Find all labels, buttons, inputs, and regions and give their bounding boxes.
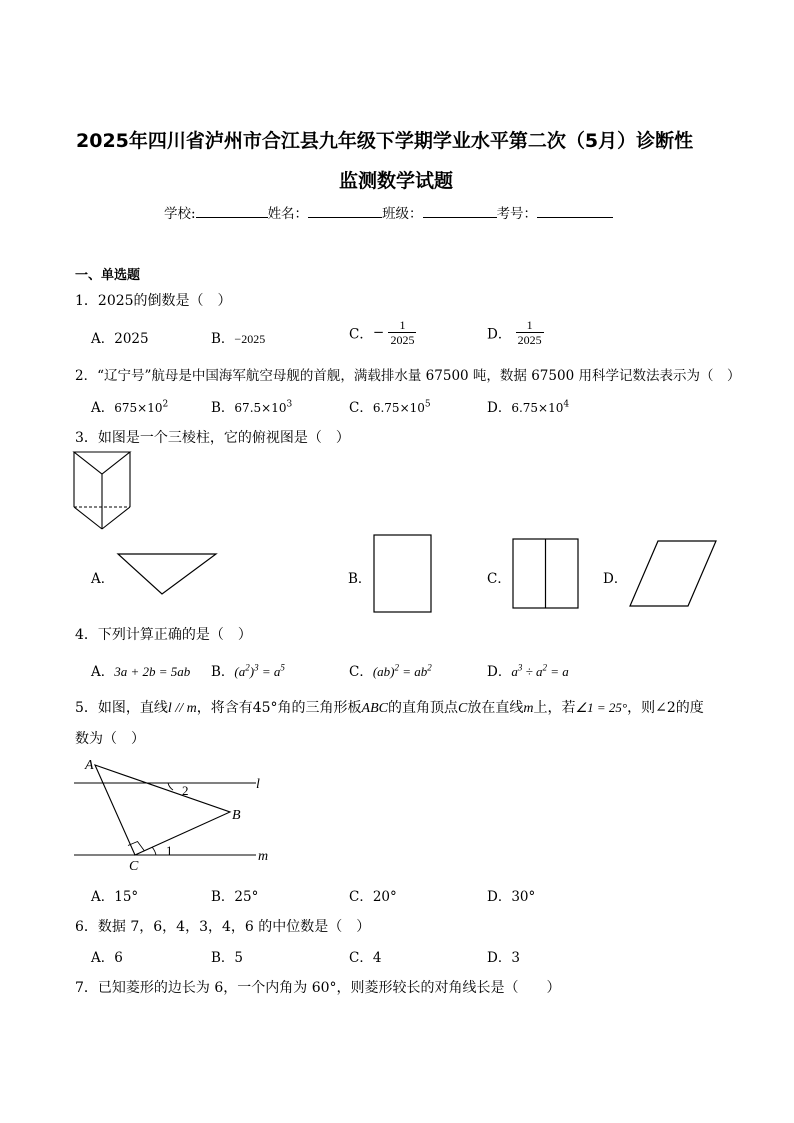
question-5-stem-line2: 数为（ ） (75, 731, 145, 747)
question-3-stem: 3．如图是一个三棱柱，它的俯视图是（ ） (75, 430, 350, 446)
school-label: 学校: (164, 206, 196, 222)
q2-option-c-letter: C． (349, 400, 373, 416)
q4c-lhs-exp: 2 (394, 662, 400, 673)
q2-option-b[interactable] (211, 396, 292, 416)
student-info-row (164, 202, 613, 222)
line-l-label: l (256, 777, 260, 792)
q2-option-a-value: 675×10 (114, 401, 163, 415)
q2-option-b-value: 67.5×10 (234, 401, 287, 415)
q4b-inner: (a (234, 664, 246, 679)
triangular-prism-figure (70, 448, 136, 534)
parallel-lines-triangle-figure (70, 750, 280, 875)
fraction-numerator: 1 (516, 318, 544, 333)
q4b-inner-exp: 2 (245, 662, 250, 673)
q5-option-a[interactable]: A．15° (91, 889, 139, 905)
q6-option-c[interactable]: C．4 (349, 950, 382, 966)
q3-option-b-rectangle[interactable] (372, 532, 434, 614)
q5-part6: ，则∠2的度 (627, 700, 704, 716)
q2-option-d-value: 6.75×10 (511, 401, 564, 415)
q4d-mid: ÷ a (522, 664, 543, 679)
vertex-a-label: A (85, 758, 94, 773)
fraction-denominator: 2025 (390, 333, 415, 347)
vertex-c-label: C (129, 859, 139, 874)
q4-option-d-expression (511, 664, 568, 679)
q4c-rhs: = ab (399, 664, 428, 679)
q5-option-c[interactable]: C．20° (349, 889, 397, 905)
q6-option-d[interactable]: D．3 (487, 950, 520, 966)
vertex-b-label: B (232, 808, 241, 823)
q1-option-c-sign: − (372, 324, 385, 341)
q1-option-c-fraction (388, 318, 416, 347)
name-label: 姓名： (267, 206, 309, 222)
q2-option-b-letter: B． (211, 400, 235, 416)
q1-option-d[interactable] (487, 318, 544, 347)
q6-option-a[interactable]: A．6 (91, 950, 123, 966)
q6-option-b[interactable]: B．5 (211, 950, 244, 966)
page-title-line1: 2025年四川省泸州市合江县九年级下学期学业水平第二次（5月）诊断性 (76, 130, 694, 152)
q1-option-a[interactable]: A．2025 (91, 331, 149, 347)
q4-option-b-letter: B． (211, 664, 235, 680)
question-2-stem: 2．“辽宁号”航母是中国海军航空母舰的首舰，满载排水量 67500 吨，数据 67500 用科学记数法表示为（ ） (75, 368, 741, 384)
q4d-rhs: = a (546, 664, 569, 679)
q1-option-c[interactable] (349, 318, 416, 347)
q3-option-c-label[interactable]: C． (487, 571, 511, 587)
q2-option-d-letter: D． (487, 400, 512, 416)
q4-option-d[interactable] (487, 660, 569, 680)
q5-part1: 5．如图，直线 (75, 700, 168, 716)
q2-option-a[interactable] (91, 396, 168, 416)
q4-option-c-expression (373, 664, 432, 679)
q3-option-a-label[interactable]: A． (91, 571, 115, 587)
q3-option-b-label[interactable]: B． (348, 571, 372, 587)
q2-option-d[interactable] (487, 396, 569, 416)
school-blank (196, 205, 268, 218)
q5-math4: m (523, 701, 534, 716)
q2-option-c-exponent: 5 (424, 399, 431, 410)
question-1-stem: 1．2025的倒数是（ ） (75, 293, 232, 309)
q4c-rhs-exp: 2 (427, 662, 432, 673)
fraction-numerator: 1 (388, 318, 416, 333)
q1-option-d-fraction (516, 318, 544, 347)
class-blank (423, 205, 497, 218)
q5-part3: 的直角顶点 (387, 700, 458, 716)
q1-option-b-value: −2025 (234, 332, 266, 346)
q5-math1: l // m (167, 701, 197, 716)
question-4-stem: 4．下列计算正确的是（ ） (75, 627, 252, 643)
q1-option-b[interactable] (211, 327, 265, 347)
q4c-lhs: (ab) (372, 664, 395, 679)
question-5-stem (75, 697, 704, 717)
q5-part5: 上，若 (533, 700, 576, 716)
q4d-mid-exp: 2 (542, 662, 547, 673)
q4b-outer-exp: 3 (254, 662, 259, 673)
q4-option-b[interactable] (211, 660, 285, 680)
question-7-stem: 7．已知菱形的边长为 6，一个内角为 60°，则菱形较长的对角线长是（ ） (75, 980, 561, 996)
angle-2-label: 2 (182, 783, 189, 798)
q5-part2: ，将含有45°角的三角形板 (196, 700, 362, 716)
q5-math2: ABC (361, 701, 388, 716)
q2-option-c-value: 6.75×10 (372, 401, 425, 415)
q4-option-b-expression (234, 664, 284, 679)
name-blank (308, 205, 382, 218)
q2-option-c[interactable] (349, 396, 431, 416)
q4-option-a-expression: 3a + 2b = 5ab (114, 664, 191, 679)
page-title-line2: 监测数学试题 (339, 170, 454, 192)
q4-option-c[interactable] (349, 660, 432, 680)
section-heading: 一、单选题 (75, 268, 141, 283)
fraction-denominator: 2025 (517, 333, 542, 347)
q4b-rhs: = a (258, 664, 281, 679)
q5-option-d[interactable]: D．30° (487, 889, 536, 905)
question-6-stem: 6．数据 7，6，4，3，4，6 的中位数是（ ） (75, 919, 371, 935)
id-blank (537, 205, 613, 218)
class-label: 班级： (382, 206, 423, 222)
q1-option-b-letter: B． (211, 331, 235, 347)
q4d-a: a (511, 664, 518, 679)
q2-option-a-letter: A． (91, 400, 115, 416)
q2-option-b-exponent: 3 (286, 399, 293, 410)
line-m-label: m (258, 849, 269, 864)
q4b-outer: ) (249, 664, 255, 679)
id-label: 考号： (496, 206, 538, 222)
q5-option-b[interactable]: B．25° (211, 889, 259, 905)
q3-option-d-label[interactable]: D． (603, 571, 628, 587)
angle-1-label: 1 (166, 843, 173, 858)
q2-option-d-exponent: 4 (563, 399, 570, 410)
q4-option-a-letter: A． (91, 664, 115, 680)
q3-option-c-split-rectangle[interactable] (511, 537, 581, 611)
q3-option-d-parallelogram[interactable] (628, 538, 720, 610)
q4-option-a[interactable] (91, 660, 190, 680)
q5-math5: ∠1 = 25° (575, 700, 628, 715)
q1-option-c-letter: C． (349, 326, 373, 343)
q5-math3: C (457, 701, 468, 716)
q4-option-c-letter: C． (349, 664, 373, 680)
q3-option-a-triangle[interactable] (114, 550, 220, 598)
q4-option-d-letter: D． (487, 664, 512, 680)
q2-option-a-exponent: 2 (162, 399, 169, 410)
q4d-a-exp: 3 (517, 662, 523, 673)
q4b-rhs-exp: 5 (280, 662, 285, 673)
q5-part4: 放在直线 (467, 700, 524, 716)
q1-option-d-letter: D． (487, 326, 512, 343)
